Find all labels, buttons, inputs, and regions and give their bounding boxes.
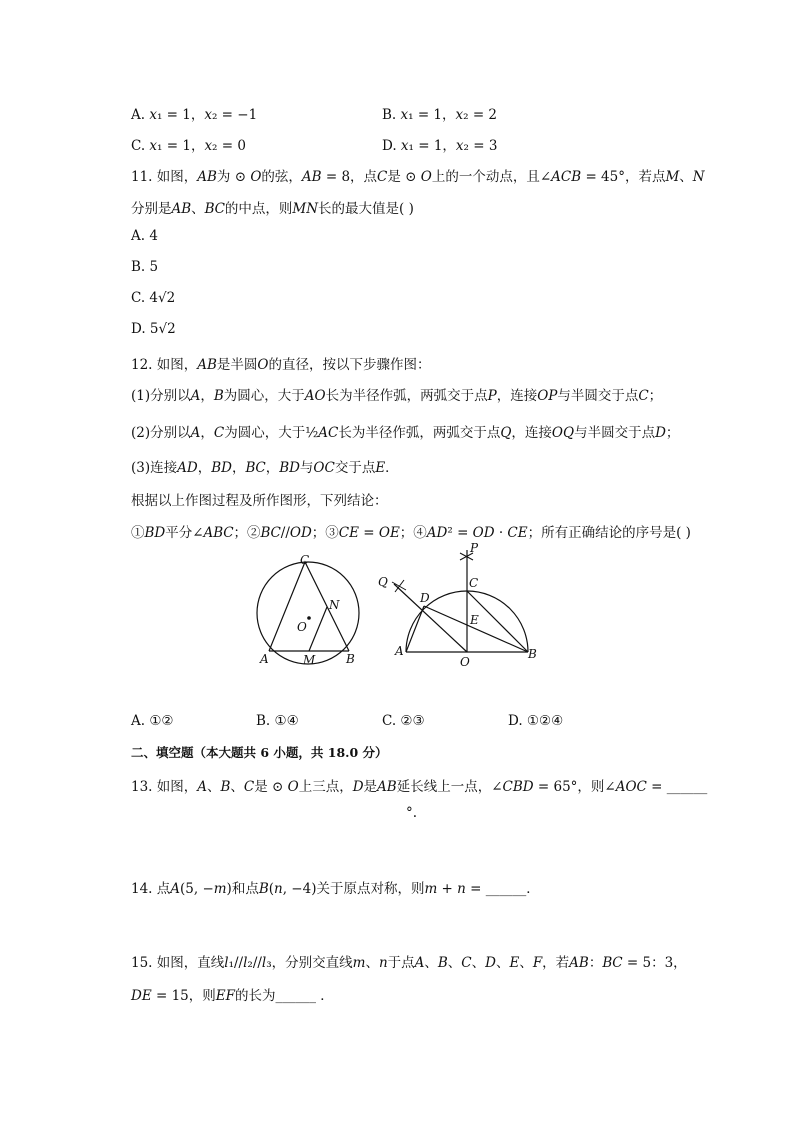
q12-conclusion-intro: 根据以上作图过程及所作图形，下列结论： [131,493,388,509]
q12-option-c: C. ②③ [382,713,425,729]
q11-option-c: C. 4√2 [131,290,176,306]
q11-option-b: B. 5 [131,259,159,275]
fig1-label-n: N [329,598,340,612]
fig2-label-c: C [469,576,479,590]
q13-stem-line1: 13. 如图，𝐴、𝐵、𝐶是 ⊙ 𝑂上三点，𝐷是𝐴𝐵延长线上一点，∠𝐶𝐵𝐷 = 65°，则∠𝐴𝑂𝐶 = ______ [131,779,708,795]
q14-stem: 14. 点𝐴(5, −𝑚)和点𝐵(𝑛, −4)关于原点对称，则𝑚 + 𝑛 = ______． [131,881,540,897]
q12-option-a: A. ①② [131,713,174,729]
q15-stem-line2: 𝐷𝐸 = 15，则𝐸𝐹的长为______ ． [131,988,334,1004]
figure-circle-triangle [250,550,370,670]
q12-option-d: D. ①②④ [508,713,564,729]
q10-option-d: D. 𝑥₁ = 1，𝑥₂ = 3 [382,138,498,154]
q12-step3: (3)连接𝐴𝐷，𝐵𝐷，𝐵𝐶，𝐵𝐷与𝑂𝐶交于点𝐸． [131,460,399,476]
fig2-label-a: A [395,644,404,658]
fig1-label-m: M [303,653,316,667]
fig2-label-q: Q [378,575,388,589]
fig1-label-c: C [300,553,310,567]
fig2-label-p: P [470,541,479,555]
fig2-label-d: D [420,591,430,605]
fig2-label-o: O [460,655,470,669]
q10-option-a: A. 𝑥₁ = 1，𝑥₂ = −1 [131,107,258,123]
fig1-label-a: A [260,652,269,666]
q11-stem-line1: 11. 如图，𝐴𝐵为 ⊙ 𝑂的弦，𝐴𝐵 = 8，点𝐶是 ⊙ 𝑂上的一个动点，且∠𝐴𝐶𝐵 = 45°，若点𝑀、𝑁 [131,169,705,185]
fig2-label-b: B [528,647,537,661]
q12-step1: (1)分别以𝐴，𝐵为圆心，大于𝐴𝑂长为半径作弧，两弧交于点𝑃，连接𝑂𝑃与半圆交于点𝐶； [131,388,663,404]
q13-stem-line2: °. [406,805,418,821]
q10-option-b: B. 𝑥₁ = 1，𝑥₂ = 2 [382,107,498,123]
fig2-label-e: E [470,613,479,627]
q11-option-d: D. 5√2 [131,321,176,337]
q12-step2: (2)分别以𝐴，𝐶为圆心，大于½𝐴𝐶长为半径作弧，两弧交于点𝑄，连接𝑂𝑄与半圆交于点𝐷； [131,425,680,441]
fig1-label-b: B [346,652,355,666]
q12-conclusions: ①𝐵𝐷平分∠𝐴𝐵𝐶；②𝐵𝐶//𝑂𝐷；③𝐶𝐸 = 𝑂𝐸；④𝐴𝐷² = 𝑂𝐷 · 𝐶𝐸；所有正确结论的序号是( ) [131,525,691,541]
q11-option-a: A. 4 [131,228,158,244]
q12-stem-line1: 12. 如图，𝐴𝐵是半圆𝑂的直径，按以下步骤作图： [131,357,431,373]
section-heading-fill-in: 二、填空题（本大题共 6 小题，共 18.0 分） [131,745,388,760]
q12-option-b: B. ①④ [256,713,299,729]
q10-option-c: C. 𝑥₁ = 1，𝑥₂ = 0 [131,138,246,154]
figure-semicircle-construction [372,540,547,672]
q15-stem-line1: 15. 如图，直线𝑙₁//𝑙₂//𝑙₃，分别交直线𝑚、𝑛于点𝐴、𝐵、𝐶、𝐷、𝐸、𝐹，若𝐴𝐵：𝐵𝐶 = 5：3， [131,955,687,971]
fig1-label-o: O [297,620,307,634]
q11-stem-line2: 分别是𝐴𝐵、𝐵𝐶的中点，则𝑀𝑁长的最大值是( ) [131,201,414,217]
